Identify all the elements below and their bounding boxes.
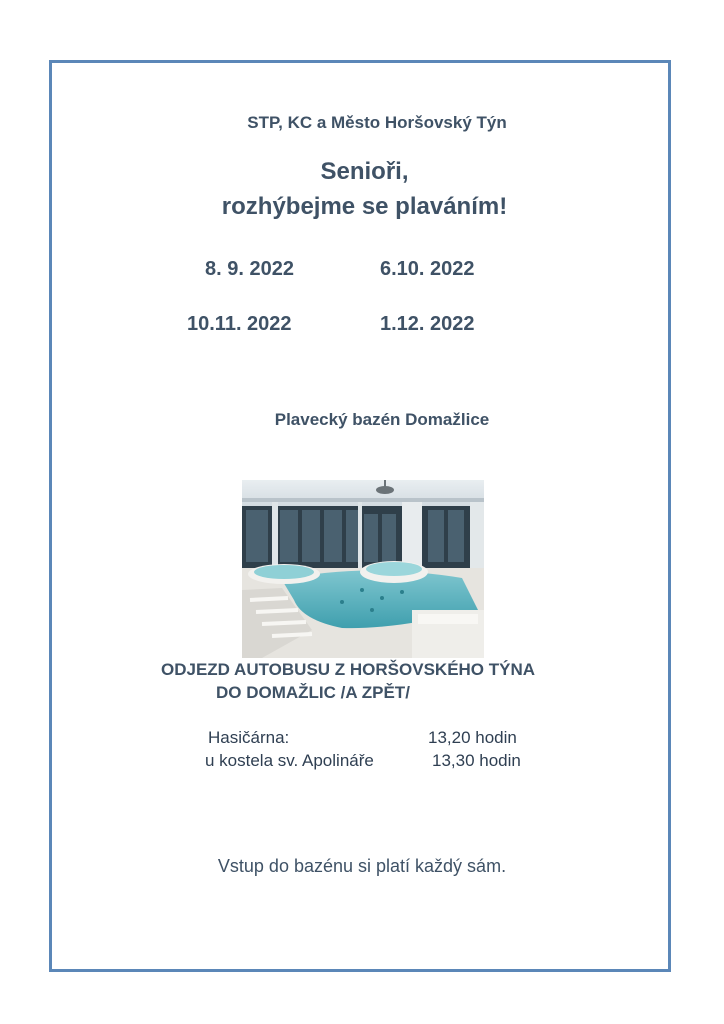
bus-departure-line-1: ODJEZD AUTOBUSU Z HORŠOVSKÉHO TÝNA [161, 660, 536, 679]
stop-2-time: 13,30 hodin [432, 751, 521, 770]
stop-2-place: u kostela sv. Apolináře [205, 751, 374, 770]
date-3: 10.11. 2022 [187, 313, 292, 335]
organizers-header: STP, KC a Město Horšovský Týn [247, 113, 507, 132]
admission-note: Vstup do bazénu si platí každý sám. [217, 856, 507, 876]
title-line-2: rozhýbejme se plaváním! [221, 193, 508, 220]
venue-name: Plavecký bazén Domažlice [274, 410, 490, 429]
stop-1-place: Hasičárna: [208, 728, 290, 747]
pool-photo [242, 480, 484, 658]
date-2: 6.10. 2022 [380, 258, 475, 280]
stop-1-time: 13,20 hodin [428, 728, 517, 747]
title-line-1: Senioři, [320, 158, 409, 185]
bus-departure-line-2: DO DOMAŽLIC /A ZPĚT/ [216, 683, 410, 702]
date-4: 1.12. 2022 [380, 313, 475, 335]
date-1: 8. 9. 2022 [205, 258, 294, 280]
